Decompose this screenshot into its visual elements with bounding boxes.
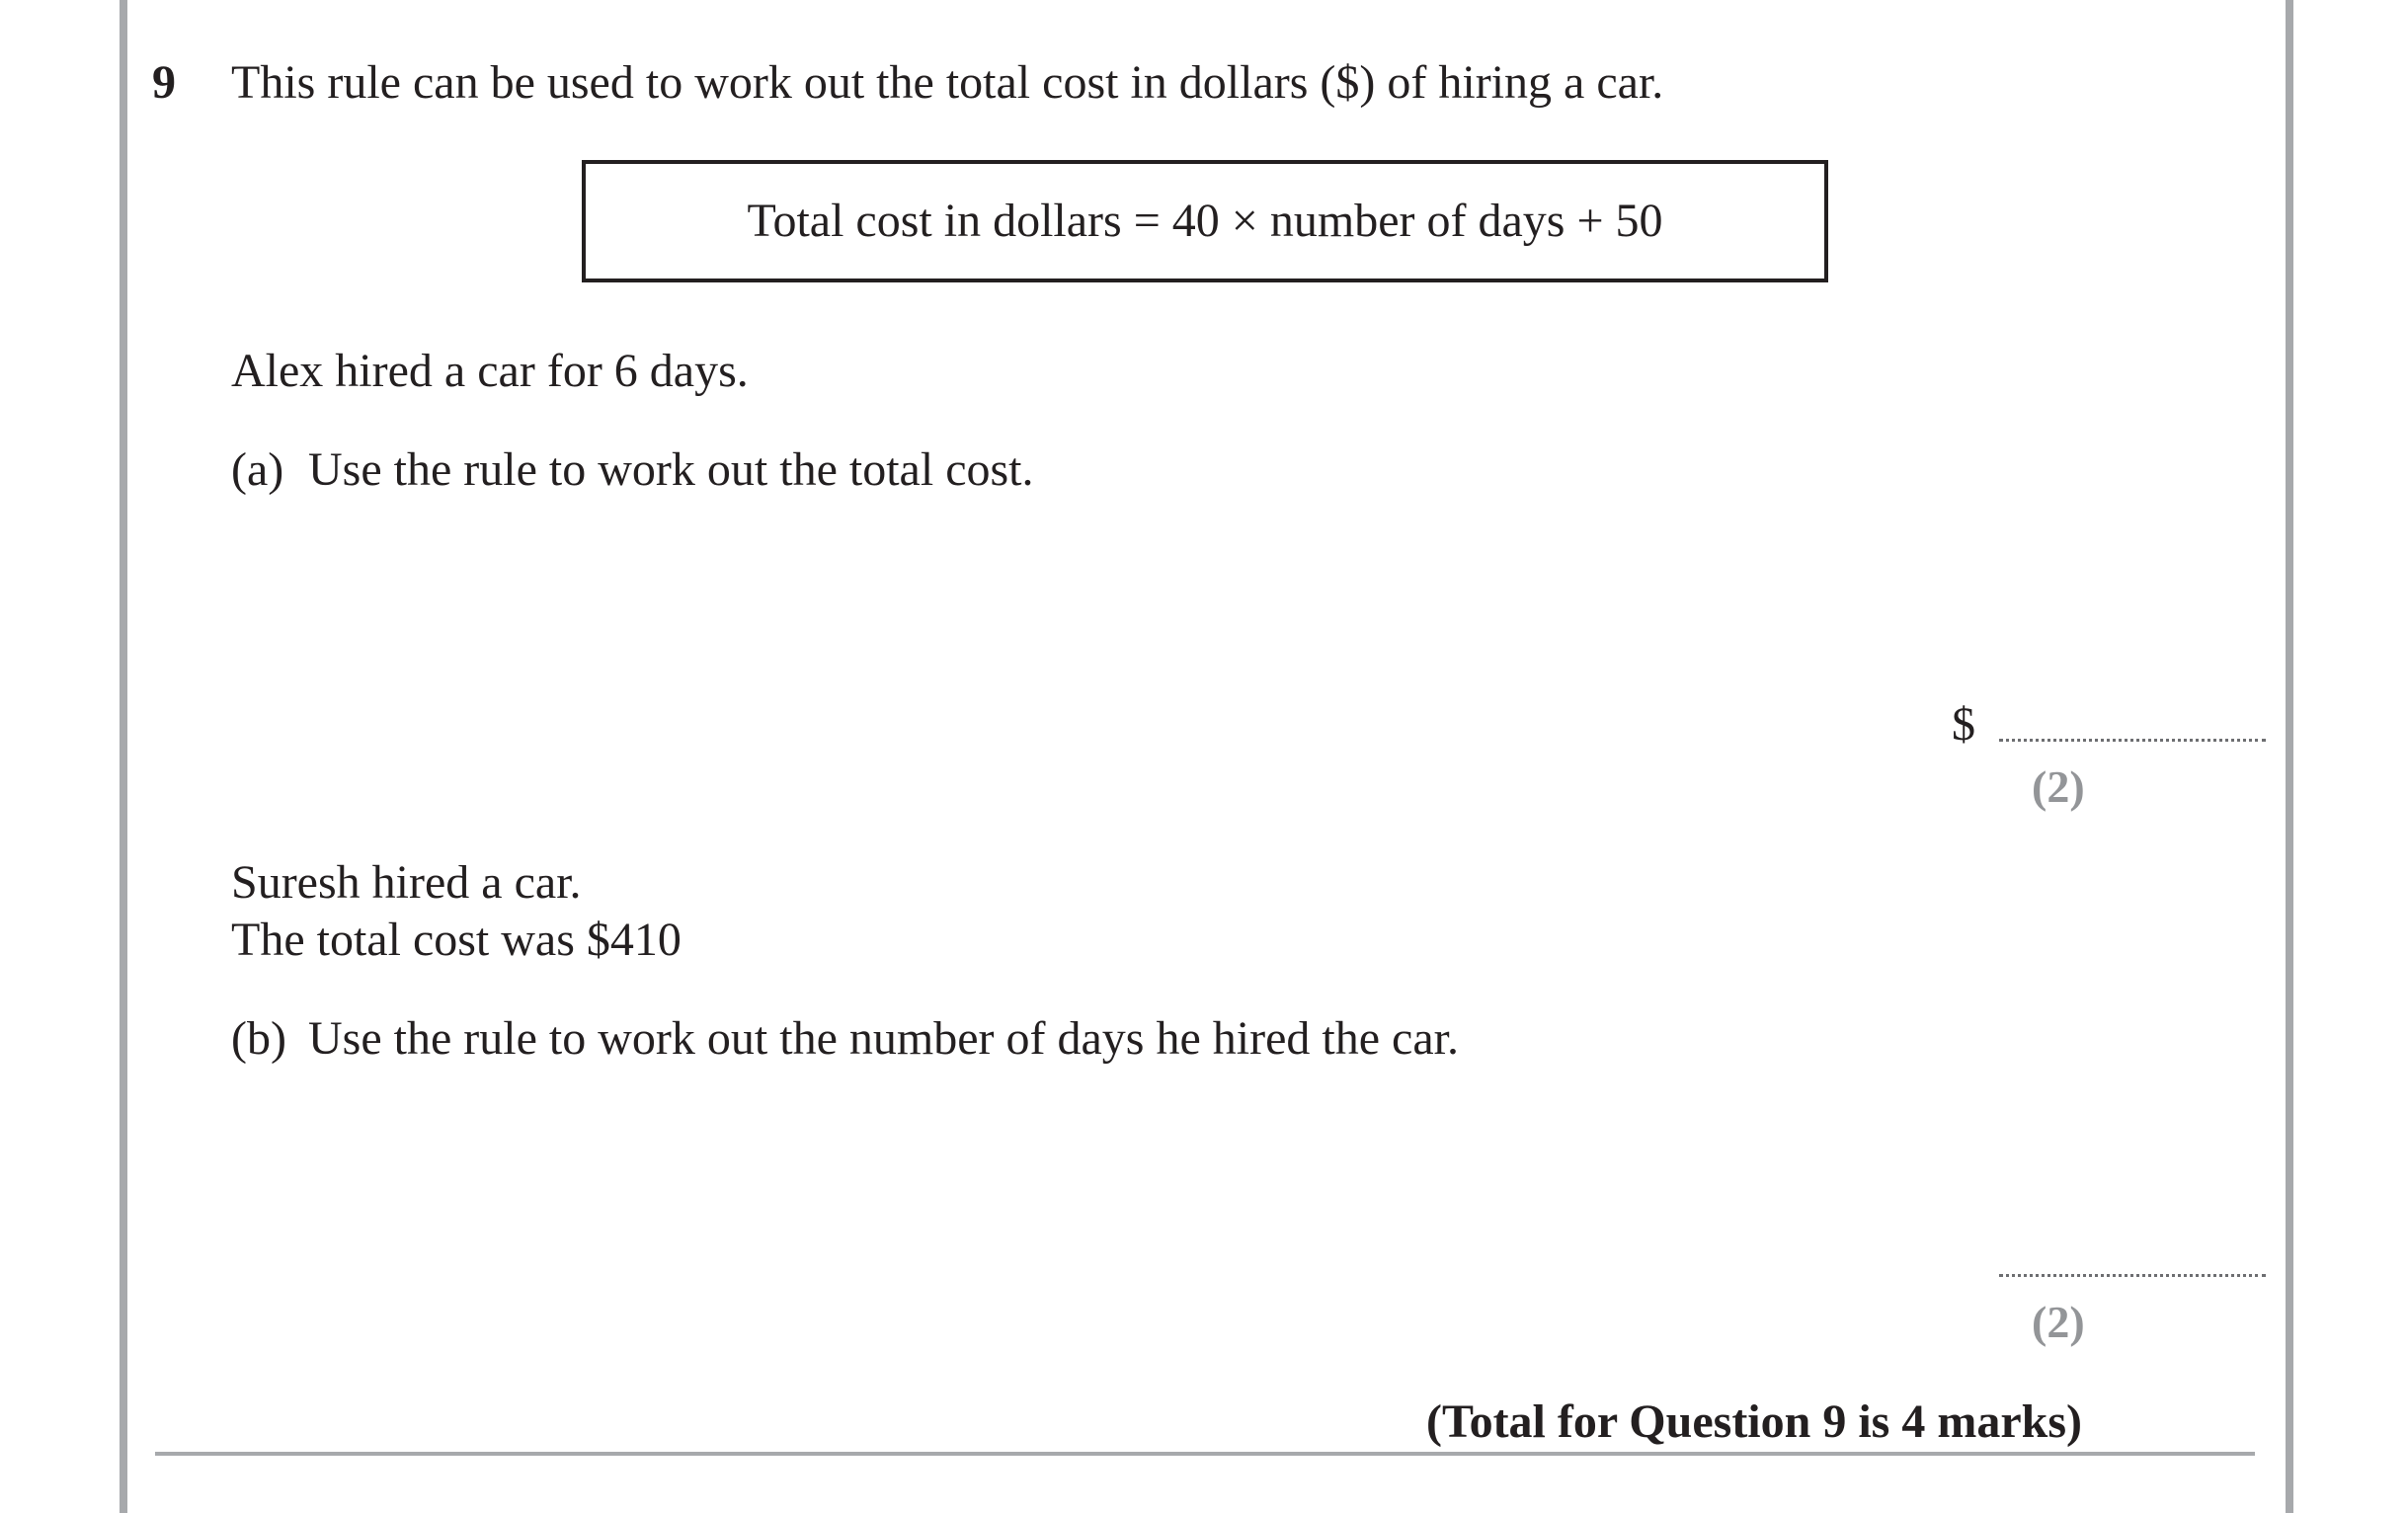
part-b-question: Use the rule to work out the number of days he hired the car. [308, 1012, 1459, 1065]
part-b-marks: (2) [2032, 1297, 2085, 1347]
part-a-dollar-sign: $ [1952, 698, 1975, 751]
rule-formula: Total cost in dollars = 40 × number of days + 50 [747, 195, 1663, 247]
part-a-marks: (2) [2032, 761, 2085, 812]
part-a-answer-line[interactable] [1999, 739, 2266, 742]
part-b-label: (b) [231, 1012, 286, 1065]
part-a-label: (a) [231, 443, 284, 496]
bottom-divider [155, 1452, 2255, 1456]
part-b-context-line2: The total cost was $410 [231, 914, 682, 966]
part-b-context-line1: Suresh hired a car. [231, 856, 582, 909]
part-a-question: Use the rule to work out the total cost. [308, 443, 1034, 496]
question-intro: This rule can be used to work out the total cost in dollars ($) of hiring a car. [231, 56, 1664, 109]
question-total-marks: (Total for Question 9 is 4 marks) [1425, 1395, 2082, 1448]
part-a-context: Alex hired a car for 6 days. [231, 345, 749, 397]
part-b-answer-line[interactable] [1999, 1274, 2266, 1277]
left-margin-bar [120, 0, 127, 1513]
right-margin-bar [2286, 0, 2293, 1513]
question-number: 9 [152, 56, 176, 109]
rule-box [582, 160, 1828, 282]
